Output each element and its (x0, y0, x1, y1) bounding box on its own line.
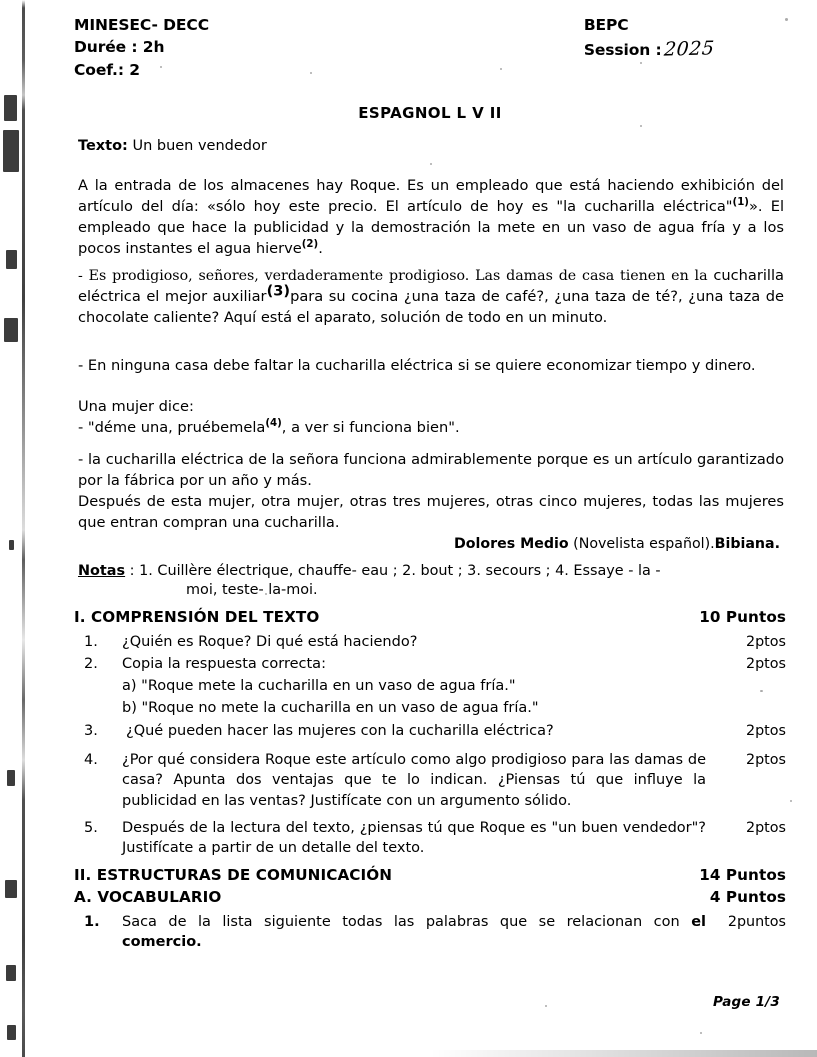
passage-p2-part-b: para su cocina ¿una taza de café?, ¿una taza de té?, ¿una taza de chocolate caliente? Aquí está el aparato, solución de todo en un minuto. (78, 287, 784, 326)
vocab-question-emphasis: el comercio. (122, 914, 706, 951)
section-heading-comprehension (74, 608, 786, 626)
section-1-points: 10 Puntos (699, 608, 786, 626)
passage-paragraph-4: Una mujer dice: (78, 398, 194, 415)
question-row (74, 654, 786, 674)
footnote-marker-3: (3) (266, 282, 291, 300)
document-content (74, 0, 786, 1057)
question-points: 2puntos (727, 914, 786, 930)
header-coefficient: Coef.: 2 (74, 60, 140, 79)
section-3-points: 4 Puntos (709, 888, 786, 906)
section-3-title: A. VOCABULARIO (74, 888, 222, 906)
scan-artifact-blob (5, 880, 17, 898)
header-session (584, 36, 714, 63)
footnotes-line-2: moi, teste- la-moi. (186, 582, 318, 598)
question-points: 2ptos (746, 723, 786, 739)
scan-artifact-blob (4, 95, 17, 121)
passage-paragraph-5 (78, 418, 784, 439)
question-points: 2ptos (746, 656, 786, 672)
header-right-column (584, 14, 786, 81)
section-heading-vocabulary (74, 888, 786, 906)
vocab-question-text: Saca de la lista siguiente todas las palabras que se relacionan con (122, 914, 692, 930)
header-session-label: Session : (583, 41, 662, 60)
footnotes-block (78, 561, 778, 581)
question-number: 5. (84, 820, 98, 836)
question-option-a: a) "Roque mete la cucharilla en un vaso de agua fría." (122, 678, 516, 694)
header-left-column (74, 14, 209, 81)
question-number: 2. (84, 656, 98, 672)
question-row (74, 818, 786, 859)
footnote-marker-1: (1) (732, 197, 749, 209)
passage-p1-part-a: A la entrada de los almacenes hay Roque. Es un empleado que está haciendo exhibición del artículo del día: «sólo hoy este precio. El artículo de hoy es "la cucharilla eléctrica" (78, 177, 784, 215)
question-row (74, 912, 786, 953)
scan-artifact-blob (9, 540, 14, 550)
question-row (74, 632, 786, 652)
footnotes-line-1: : 1. Cuillère électrique, chauffe- eau ; 2. bout ; 3. secours ; 4. Essaye - la - (125, 563, 661, 579)
section-2-title: II. ESTRUCTURAS DE COMUNICACIÓN (74, 866, 393, 884)
question-option-b: b) "Roque no mete la cucharilla en un vaso de agua fría." (122, 700, 539, 716)
question-text: ¿Por qué considera Roque este artículo como algo prodigioso para las damas de casa? Apunta dos ventajas que te lo indican. ¿Piensas tú que influye la publicidad en las ventas? Justifícate con un argumento sólido. (122, 752, 706, 809)
scan-artifact-blob (6, 965, 16, 981)
question-number: 1. (84, 914, 100, 930)
attribution-author: Dolores Medio (454, 536, 569, 552)
scan-speck (790, 800, 792, 802)
question-row (74, 721, 786, 741)
scan-artifact-blob (7, 1025, 16, 1040)
passage-p1-part-c: . (318, 239, 323, 257)
question-number: 3. (84, 723, 98, 739)
text-heading-label: Texto: (78, 138, 128, 154)
text-heading (78, 138, 267, 154)
scan-artifact-blob (3, 130, 19, 172)
scan-artifact-blob (4, 318, 18, 342)
document-header (74, 14, 786, 81)
question-text: ¿Qué pueden hacer las mujeres con la cucharilla eléctrica? (126, 723, 554, 739)
question-text: Después de la lectura del texto, ¿piensas tú que Roque es "un buen vendedor"? Justifícate a partir de un detalle del texto. (122, 820, 706, 857)
header-exam-name: BEPC (583, 16, 629, 34)
header-duration: Durée : 2h (74, 38, 165, 57)
exam-subject-title: ESPAGNOL L V II (358, 104, 502, 122)
footnotes-label: Notas (78, 563, 126, 579)
scan-artifact-line (22, 0, 25, 1057)
question-points: 2ptos (746, 752, 786, 768)
header-ministry: MINESEC- DECC (74, 16, 209, 34)
footnote-marker-2: (2) (301, 238, 319, 250)
passage-p2-part-a: cucharilla eléctrica el mejor auxiliar (78, 267, 784, 305)
attribution-work: Bibiana. (714, 536, 780, 552)
question-text: ¿Quién es Roque? Di qué está haciendo? (122, 634, 418, 650)
passage-attribution (74, 536, 780, 552)
passage-p5-part-a: - "déme una, pruébemela (78, 419, 266, 436)
text-heading-title: Un buen vendedor (132, 138, 267, 154)
question-row (74, 750, 786, 811)
passage-p1-part-b: ». El empleado que hace la publicidad y la demostración la mete en un vaso de agua fría y a los pocos instantes el agua hierve (78, 197, 785, 257)
footnote-marker-4: (4) (265, 418, 282, 430)
section-heading-structures (74, 866, 786, 884)
passage-paragraph-1 (78, 176, 784, 260)
question-text (122, 912, 706, 953)
section-2-points: 14 Puntos (699, 866, 786, 884)
question-points: 2ptos (746, 634, 786, 650)
passage-paragraph-7: Después de esta mujer, otra mujer, otras tres mujeres, otras cinco mujeres, todas las mujeres que entran compran una cucharilla. (78, 493, 784, 531)
passage-paragraph-2 (78, 266, 784, 329)
question-number: 1. (84, 634, 98, 650)
passage-paragraph-6: - la cucharilla eléctrica de la señora funciona admirablemente porque es un artículo garantizado por la fábrica por un año y más. (78, 451, 784, 489)
header-session-value: 2025 (662, 37, 715, 61)
scan-artifact-blob (6, 250, 17, 269)
question-points: 2ptos (746, 820, 786, 836)
passage-p2-serif-line: - Es prodigioso, señores, verdaderamente prodigioso. Las damas de casa tienen en la (78, 268, 708, 284)
page-number-footer: Page 1/3 (713, 994, 780, 1010)
passage-p5-part-b: , a ver si funciona bien". (281, 419, 460, 436)
question-number: 4. (84, 752, 98, 768)
section-1-title: I. COMPRENSIÓN DEL TEXTO (74, 608, 320, 626)
scan-artifact-blob (7, 770, 15, 786)
question-text: Copia la respuesta correcta: (122, 656, 326, 672)
attribution-qualifier: (Novelista español). (568, 536, 715, 552)
passage-paragraph-3: - En ninguna casa debe faltar la cucharilla eléctrica si se quiere economizar tiempo y dinero. (78, 357, 756, 374)
